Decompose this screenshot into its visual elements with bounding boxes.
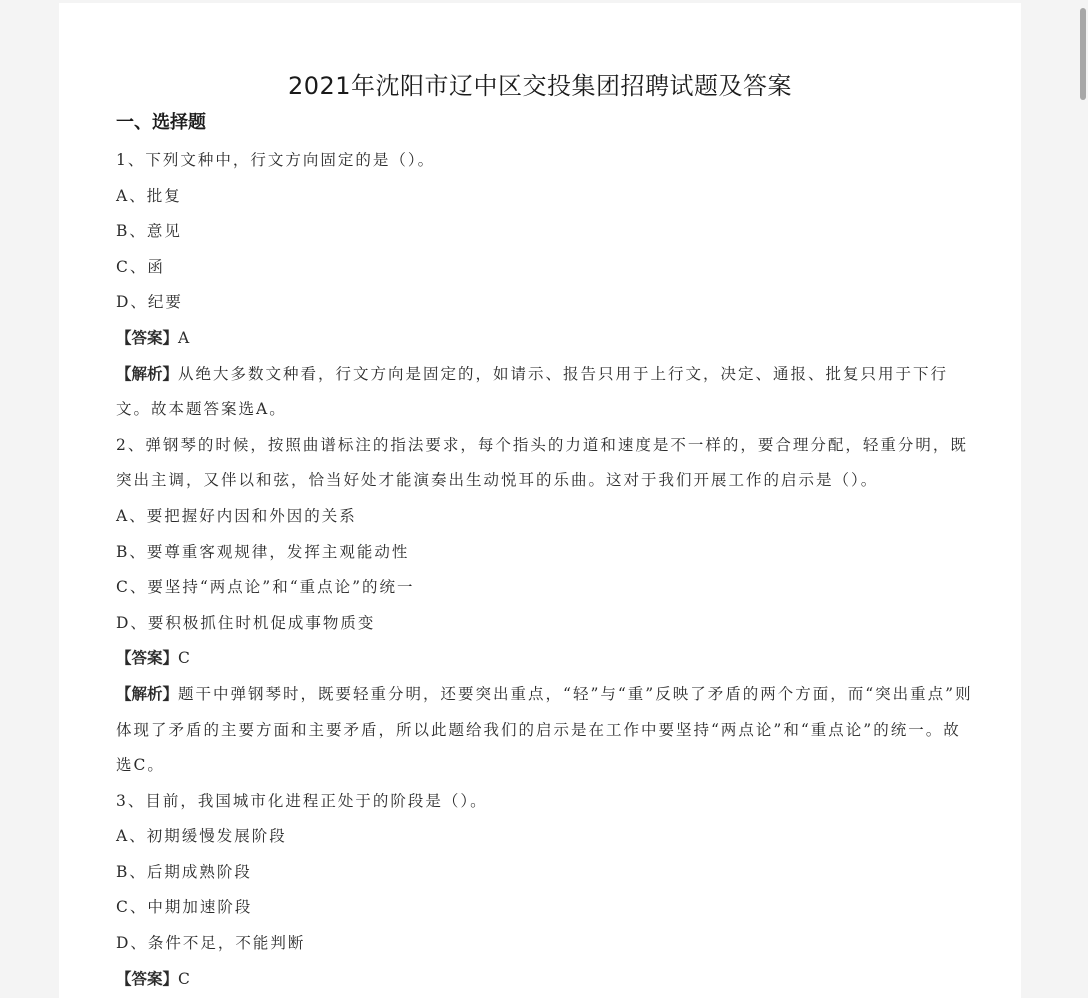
question-1-answer bbox=[116, 321, 976, 357]
analysis-text: 从绝大多数文种看，行文方向是固定的，如请示、报告只用于上行文，决定、通报、批复只用于下行文。故本题答案选A。 bbox=[116, 364, 949, 419]
question-2-answer bbox=[116, 641, 976, 677]
question-1-option-c: C、函 bbox=[116, 257, 165, 276]
section-heading: 一、选择题 bbox=[116, 112, 206, 133]
answer-tag: 【答案】 bbox=[116, 328, 179, 347]
answer-tag: 【答案】 bbox=[116, 969, 179, 988]
answer-value: C bbox=[178, 649, 192, 668]
vertical-scrollbar[interactable] bbox=[1076, 0, 1088, 998]
document-page bbox=[59, 3, 1021, 998]
document-body bbox=[116, 143, 976, 997]
page-title: 2021年沈阳市辽中区交投集团招聘试题及答案 bbox=[287, 72, 793, 100]
answer-value: C bbox=[178, 969, 192, 988]
analysis-tag: 【解析】 bbox=[116, 684, 179, 703]
answer-tag: 【答案】 bbox=[116, 649, 179, 668]
question-1-analysis bbox=[116, 357, 976, 428]
question-3-option-b: B、后期成熟阶段 bbox=[116, 862, 252, 881]
question-1-option-b: B、意见 bbox=[116, 222, 182, 241]
question-2-option-a: A、要把握好内因和外因的关系 bbox=[116, 506, 357, 525]
question-3-option-c: C、中期加速阶段 bbox=[116, 898, 253, 917]
analysis-text: 题干中弹钢琴时，既要轻重分明，还要突出重点，“轻”与“重”反映了矛盾的两个方面，而“突出重点”则体现了矛盾的主要方面和主要矛盾，所以此题给我们的启示是在工作中要坚持“两点论”和“重点论”的统一。故选C。 bbox=[116, 684, 973, 775]
answer-value: A bbox=[178, 328, 192, 347]
question-1: 1、下列文种中，行文方向固定的是（）。 bbox=[116, 151, 436, 169]
question-3-answer bbox=[116, 962, 976, 998]
question-3-option-d: D、条件不足，不能判断 bbox=[116, 934, 306, 953]
question-2: 2、弹钢琴的时候，按照曲谱标注的指法要求，每个指头的力道和速度是不一样的，要合理分配，轻重分明，既突出主调，又伴以和弦，恰当好处才能演奏出生动悦耳的乐曲。这对于我们开展工作的启示是（）。 bbox=[116, 435, 968, 490]
question-3: 3、目前，我国城市化进程正处于的阶段是（）。 bbox=[116, 791, 488, 810]
question-1-option-a: A、批复 bbox=[116, 186, 182, 205]
question-3-option-a: A、初期缓慢发展阶段 bbox=[116, 827, 287, 846]
analysis-tag: 【解析】 bbox=[116, 364, 179, 383]
question-2-option-b: B、要尊重客观规律，发挥主观能动性 bbox=[116, 542, 410, 561]
question-1-option-d: D、纪要 bbox=[116, 293, 183, 312]
question-2-option-c: C、要坚持“两点论”和“重点论”的统一 bbox=[116, 578, 415, 597]
question-2-analysis bbox=[116, 677, 976, 784]
scrollbar-thumb[interactable] bbox=[1080, 8, 1086, 100]
question-2-option-d: D、要积极抓住时机促成事物质变 bbox=[116, 613, 376, 632]
